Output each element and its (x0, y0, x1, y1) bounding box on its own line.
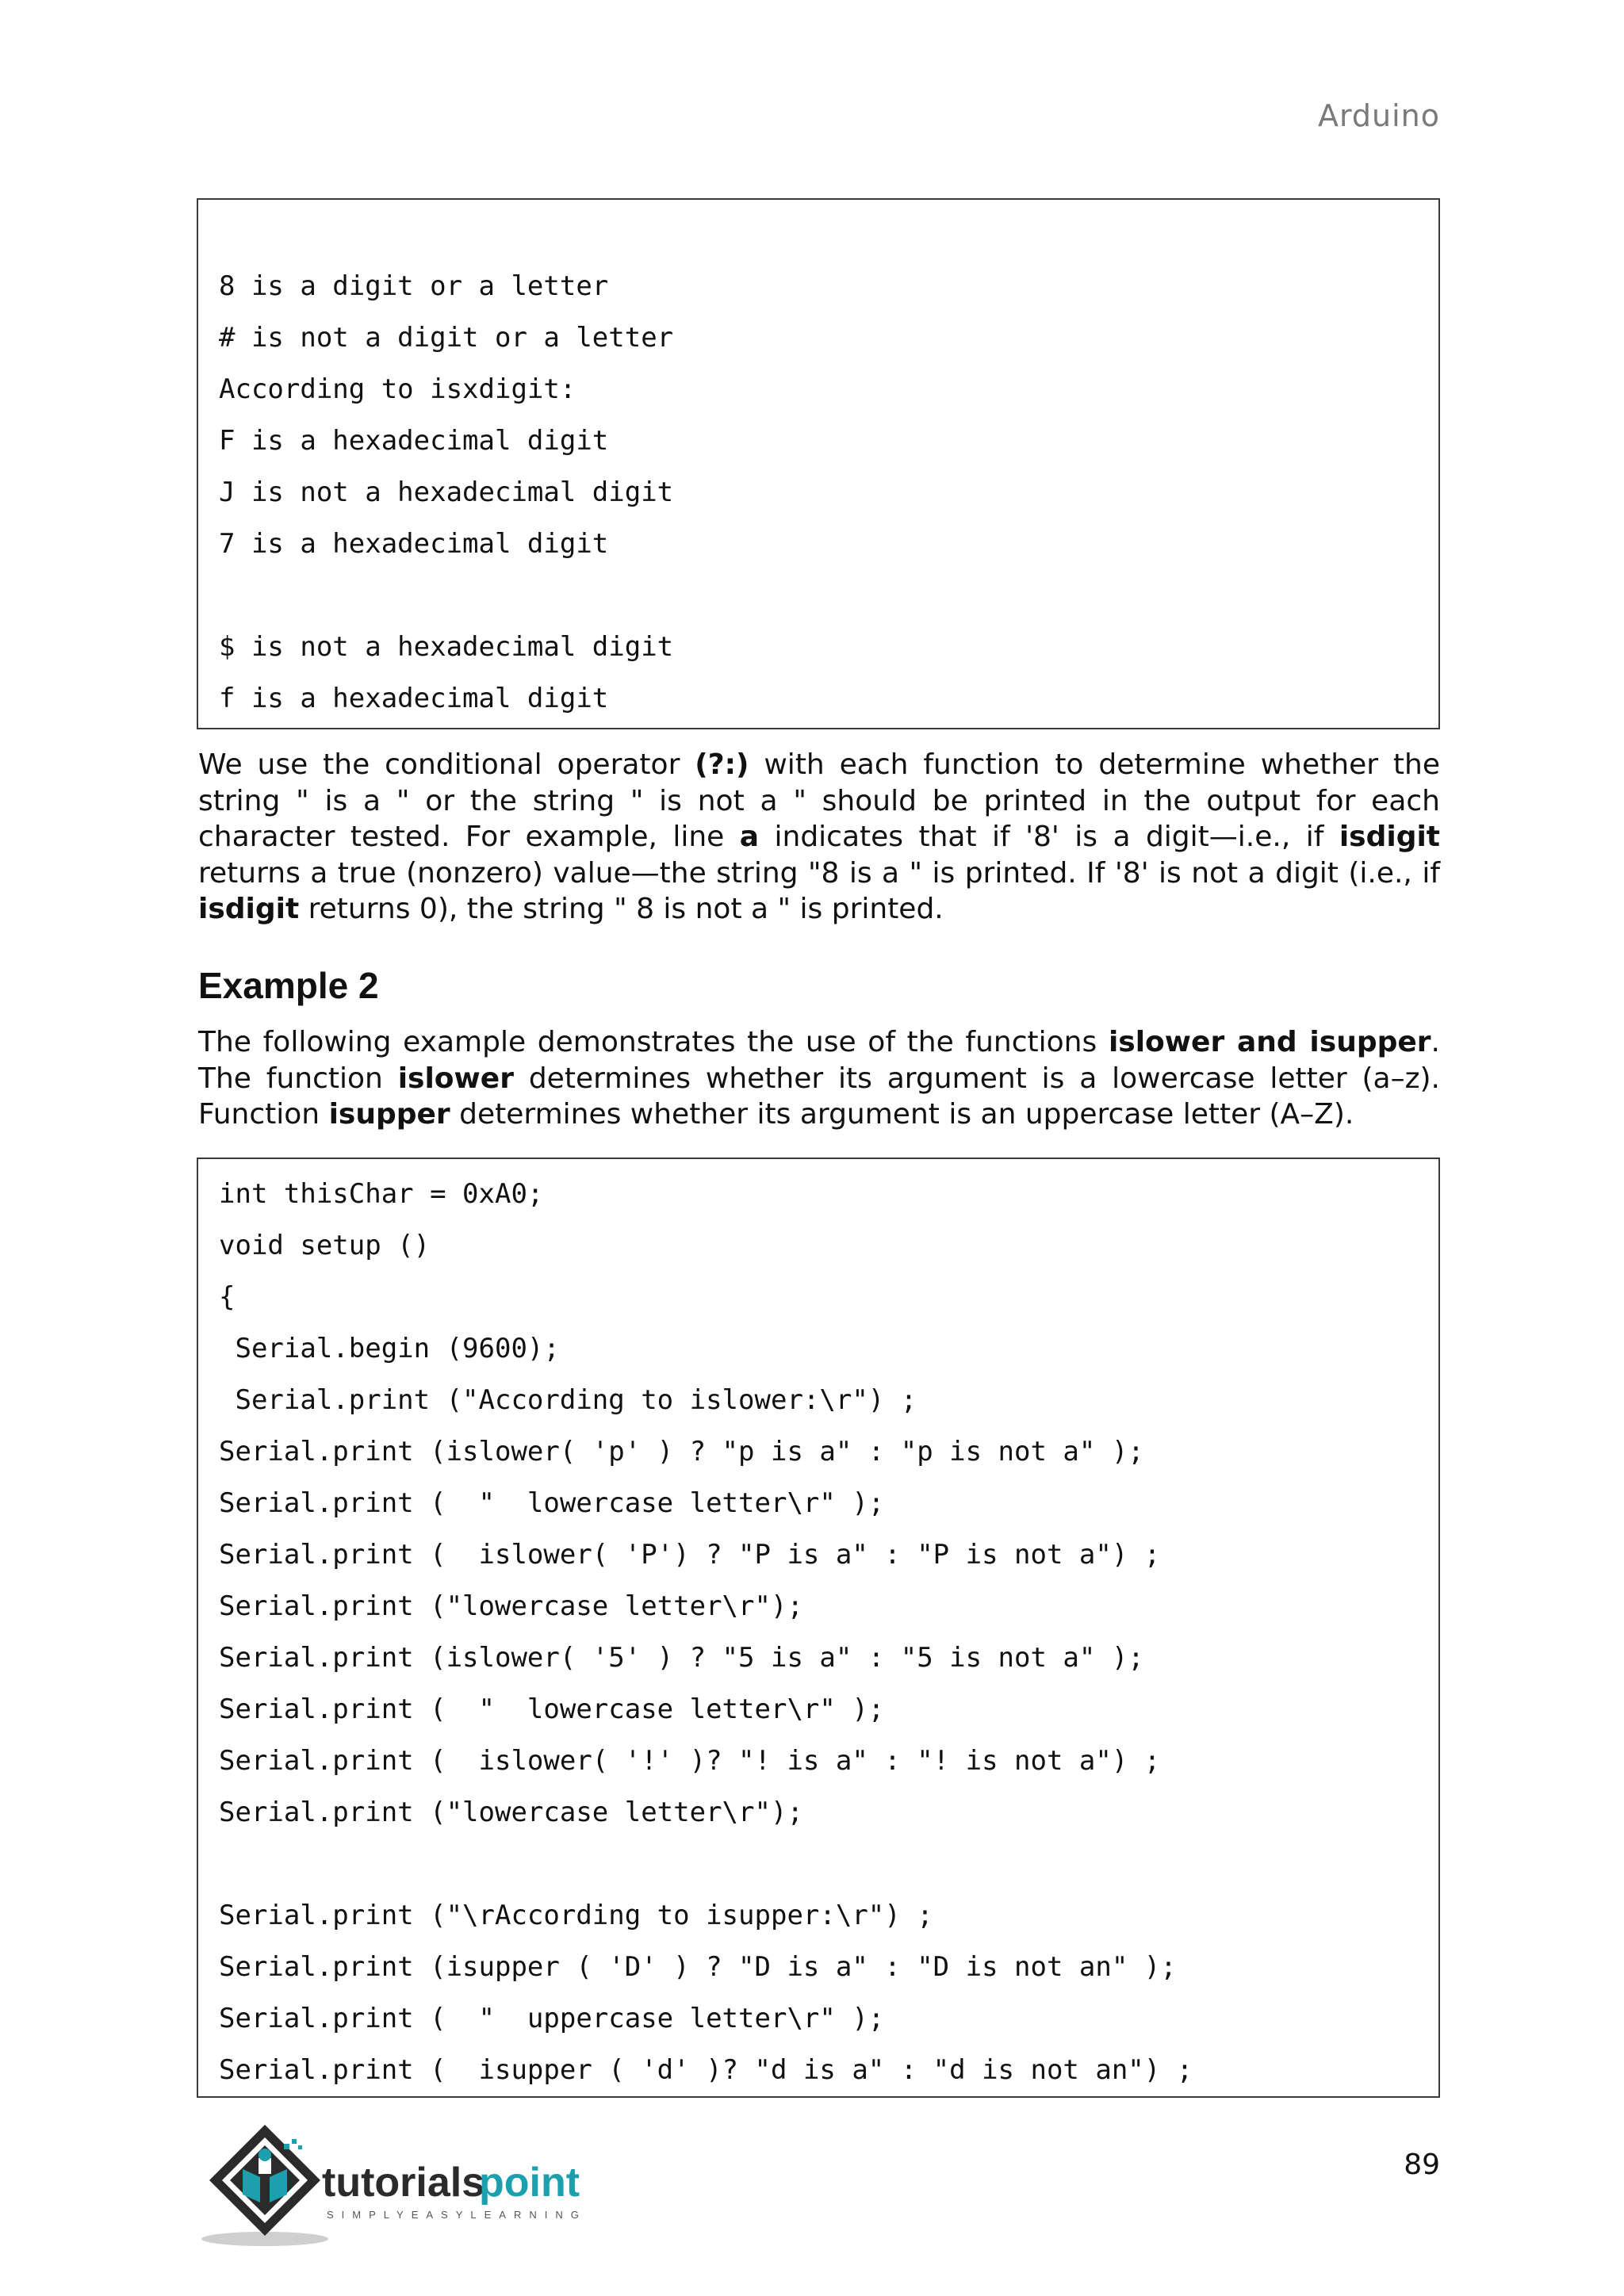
bold-term: (?:) (695, 748, 749, 781)
code-line: Serial.print ("\rAccording to isupper:\r") ; (219, 1900, 933, 1931)
code-line: { (219, 1281, 236, 1313)
code-line: Serial.print ("lowercase letter\r"); (219, 1797, 803, 1828)
page-number: 89 (1404, 2149, 1440, 2181)
text-run: determines whether its argument is an uppercase letter (A–Z). (450, 1098, 1354, 1131)
text-run: returns 0), the string " 8 is not a " is printed. (299, 893, 944, 925)
code-line: Serial.print ( " lowercase letter\r" ); (219, 1487, 885, 1519)
code-line (219, 1839, 1438, 1890)
bold-term: isdigit (1339, 821, 1441, 853)
code-line (219, 570, 1438, 622)
code-line: 8 is a digit or a letter (219, 270, 609, 302)
section-heading: Example 2 (198, 965, 379, 1006)
code-line: int thisChar = 0xA0; (219, 1178, 544, 1210)
explanation-paragraph (198, 747, 1440, 928)
text-run: with each function to determine whether the string " is a " or the string " is not a " should be printed in the output for each character tested. For example, line (198, 748, 1440, 853)
text-run: determines whether its argument is a lowercase letter (a–z). Function (198, 1062, 1440, 1131)
text-run: indicates that if '8' is a digit—i.e., if (759, 821, 1339, 853)
logo-word-point: point (479, 2160, 580, 2206)
logo-tagline: SIMPLYEASYLEARNING (327, 2209, 587, 2221)
code-line: Serial.print ( islower( '!' )? "! is a" : "! is not a") ; (219, 1745, 1161, 1777)
bold-term: islower (397, 1062, 514, 1095)
code-line: Serial.print ( " uppercase letter\r" ); (219, 2003, 885, 2034)
code-line: According to isxdigit: (219, 373, 576, 405)
text-run: . The function (198, 1026, 1440, 1095)
code-line: Serial.print ( isupper ( 'd' )? "d is a" : "d is not an") ; (219, 2054, 1193, 2086)
bold-term: islower and isupper (1108, 1026, 1431, 1058)
code-line: void setup () (219, 1230, 431, 1261)
bold-term: isupper (328, 1098, 450, 1131)
code-line: Serial.print ( " lowercase letter\r" ); (219, 1693, 885, 1725)
code-line: Serial.begin (9600); (219, 1333, 560, 1364)
text-run: The following example demonstrates the use of the functions (198, 1026, 1109, 1058)
bold-term: a (739, 821, 760, 853)
text-run: returns a true (nonzero) value—the string "8 is a " is printed. If '8' is not a digit (i.e., if (198, 856, 1440, 890)
code-line: f is a hexadecimal digit (219, 683, 609, 714)
code-line: Serial.print ("According to islower:\r") ; (219, 1384, 917, 1416)
intro-paragraph (198, 1024, 1440, 1133)
tutorialspoint-logo (195, 2120, 639, 2255)
code-line: J is not a hexadecimal digit (219, 476, 674, 508)
code-line: Serial.print (islower( 'p' ) ? "p is a" : "p is not a" ); (219, 1436, 1144, 1468)
code-line: F is a hexadecimal digit (219, 425, 609, 457)
code-line: $ is not a hexadecimal digit (219, 631, 674, 663)
code-line: Serial.print (isupper ( 'D' ) ? "D is a" : "D is not an" ); (219, 1951, 1177, 1983)
bold-term: isdigit (198, 893, 300, 925)
code-line: Serial.print ("lowercase letter\r"); (219, 1590, 803, 1622)
text-run: We use the conditional operator (198, 748, 695, 781)
code-line: 7 is a hexadecimal digit (219, 528, 609, 560)
code-line: Serial.print (islower( '5' ) ? "5 is a" : "5 is not a" ); (219, 1642, 1144, 1674)
output-code-box (197, 198, 1440, 729)
source-code-box (197, 1158, 1440, 2098)
code-line: # is not a digit or a letter (219, 322, 674, 354)
running-header: Arduino (1317, 98, 1440, 133)
logo-word-tutorials: tutorials (322, 2160, 485, 2206)
code-line: Serial.print ( islower( 'P') ? "P is a" : "P is not a") ; (219, 1539, 1161, 1571)
